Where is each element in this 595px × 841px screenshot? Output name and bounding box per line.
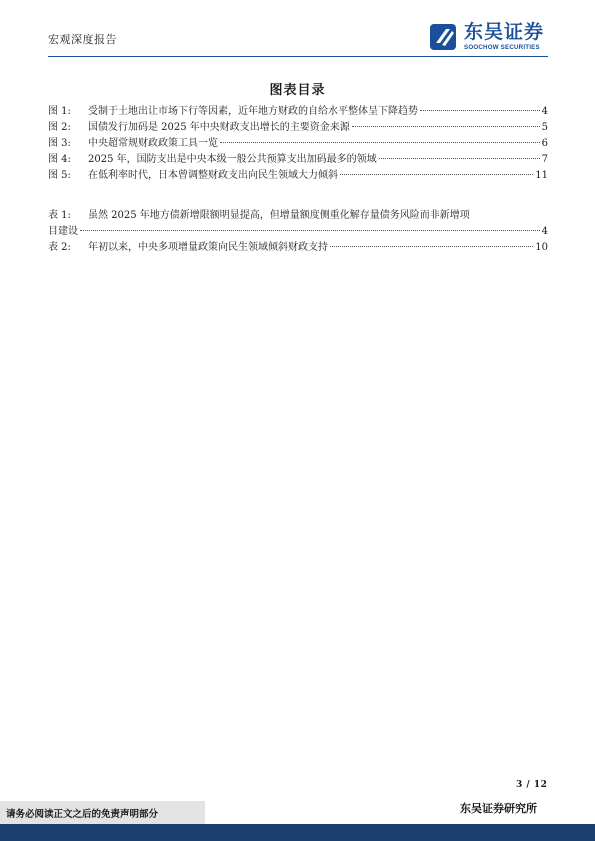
entry-text: 虽然 2025 年地方债新增限额明显提高，但增量额度侧重化解存量债务风险而非新增项 bbox=[88, 210, 470, 221]
entry-text: 2025 年，国防支出是中央本级一般公共预算支出加码最多的领域 bbox=[88, 154, 377, 165]
footer-organization: 东吴证券研究所 bbox=[460, 802, 537, 815]
entry-label: 图 4: bbox=[48, 154, 71, 165]
entry-label: 图 5: bbox=[48, 170, 71, 181]
report-type-label: 宏观深度报告 bbox=[48, 33, 117, 46]
header-divider bbox=[48, 56, 548, 57]
entry-label: 表 2: bbox=[48, 242, 71, 253]
logo-english-name: SOOCHOW SECURITIES bbox=[464, 43, 540, 51]
entry-label: 图 1: bbox=[48, 106, 71, 117]
footer-disclaimer: 请务必阅读正文之后的免责声明部分 bbox=[6, 809, 159, 820]
entry-page: 11 bbox=[535, 170, 548, 181]
footer-color-band bbox=[0, 824, 595, 841]
entry-text-continued: 目建设 bbox=[48, 226, 78, 237]
leader-dots bbox=[352, 126, 540, 127]
leader-dots bbox=[220, 142, 540, 143]
leader-dots bbox=[340, 174, 533, 175]
toc-entry-figure-4[interactable] bbox=[48, 152, 548, 168]
page-number: 3 / 12 bbox=[516, 780, 548, 790]
entry-label: 图 3: bbox=[48, 138, 71, 149]
figure-list bbox=[48, 104, 548, 184]
entry-text: 国债发行加码是 2025 年中央财政支出增长的主要资金来源 bbox=[88, 122, 350, 133]
entry-text: 中央超常规财政政策工具一览 bbox=[88, 138, 218, 149]
entry-page: 4 bbox=[541, 106, 548, 117]
entry-text: 年初以来，中央多项增量政策向民生领域倾斜财政支持 bbox=[88, 242, 328, 253]
leader-dots bbox=[420, 110, 540, 111]
entry-text: 在低利率时代，日本曾调整财政支出向民生领域大力倾斜 bbox=[88, 170, 338, 181]
leader-dots bbox=[379, 158, 540, 159]
toc-entry-figure-5[interactable] bbox=[48, 168, 548, 184]
entry-page: 10 bbox=[535, 242, 548, 253]
toc-entry-table-2[interactable] bbox=[48, 240, 548, 256]
leader-dots bbox=[330, 246, 533, 247]
entry-page: 7 bbox=[541, 154, 548, 165]
soochow-logo-icon bbox=[428, 21, 460, 53]
toc-entry-figure-2[interactable] bbox=[48, 120, 548, 136]
toc-entry-table-1[interactable] bbox=[48, 208, 548, 240]
page-title: 图表目录 bbox=[269, 83, 326, 98]
toc-entry-figure-3[interactable] bbox=[48, 136, 548, 152]
entry-page: 5 bbox=[541, 122, 548, 133]
table-list bbox=[48, 208, 548, 256]
company-logo bbox=[428, 20, 558, 54]
entry-label: 图 2: bbox=[48, 122, 71, 133]
entry-page: 6 bbox=[541, 138, 548, 149]
leader-dots bbox=[80, 230, 540, 231]
entry-label: 表 1: bbox=[48, 210, 71, 221]
toc-entry-figure-1[interactable] bbox=[48, 104, 548, 120]
entry-text: 受制于土地出让市场下行等因素，近年地方财政的自给水平整体呈下降趋势 bbox=[88, 106, 418, 117]
entry-page: 4 bbox=[541, 226, 548, 237]
logo-chinese-name: 东吴证券 bbox=[464, 20, 545, 43]
